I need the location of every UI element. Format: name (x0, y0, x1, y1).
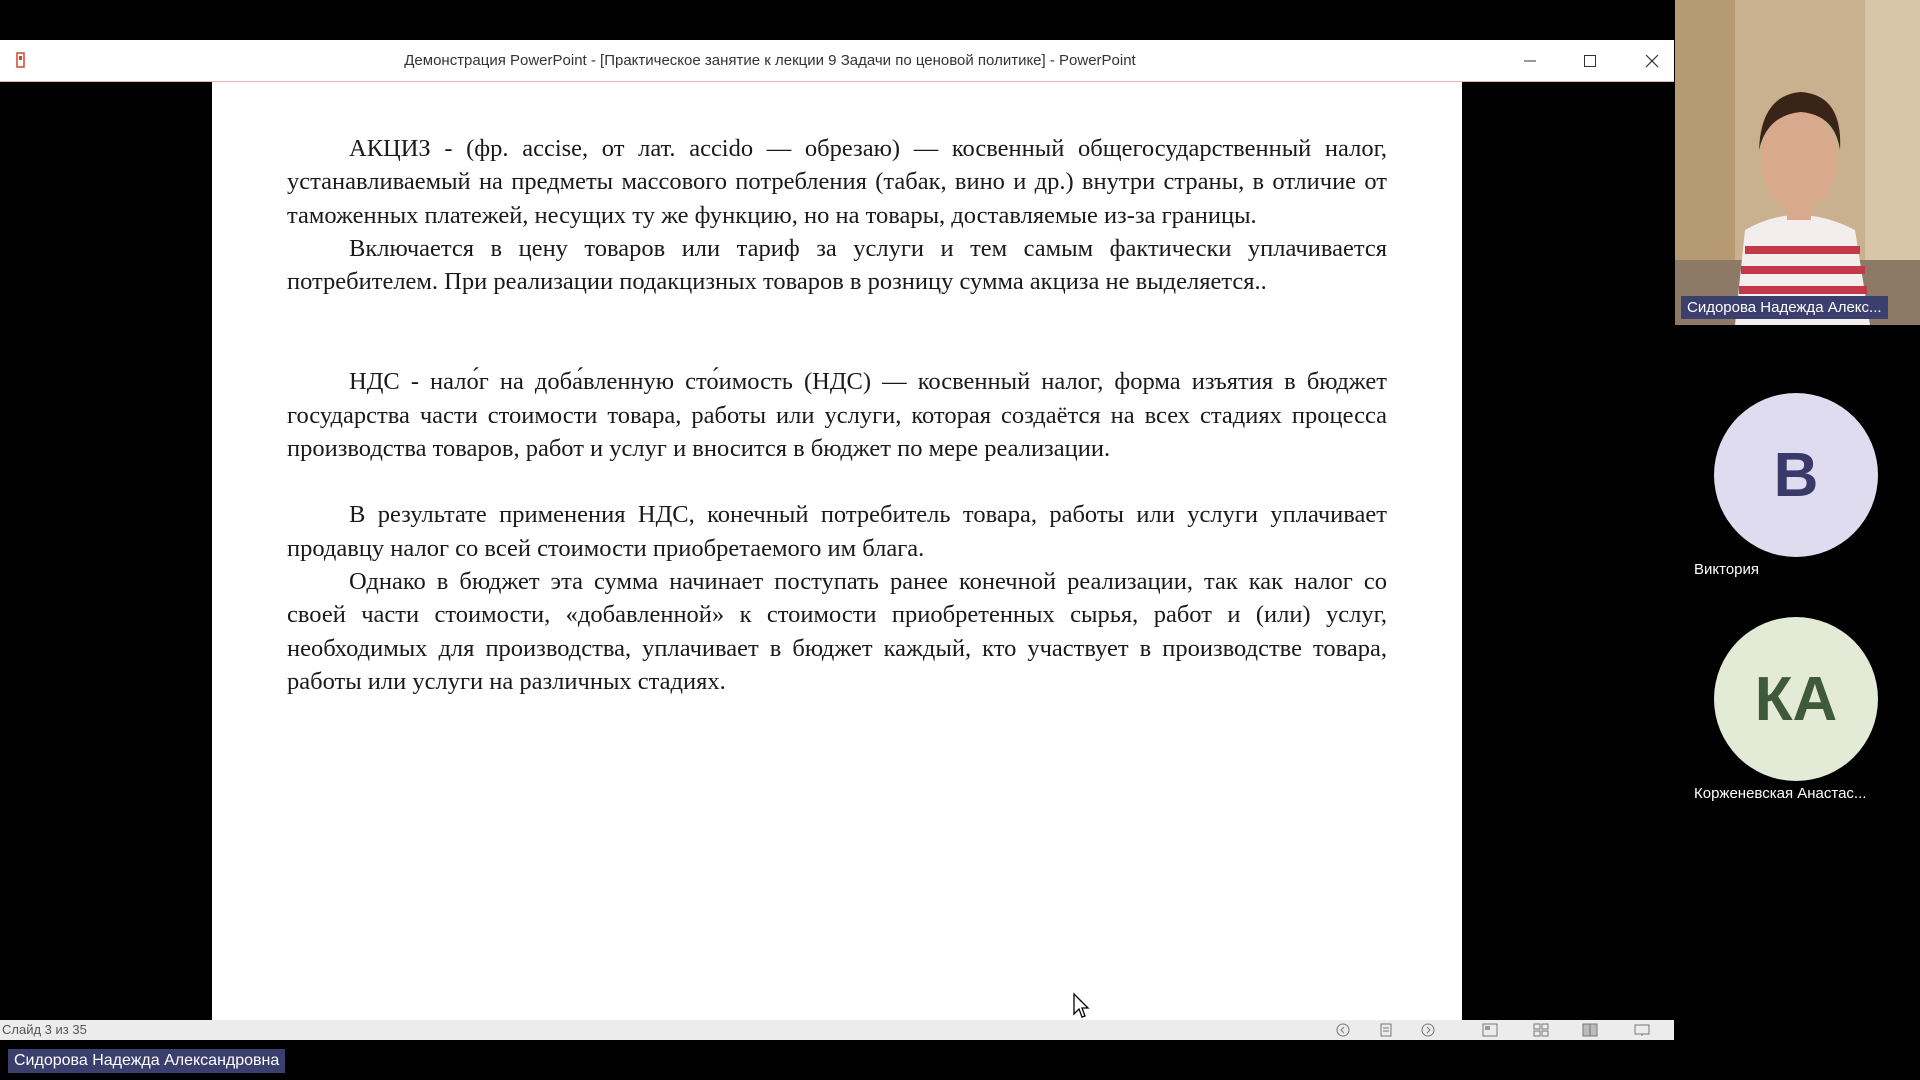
maximize-button[interactable] (1560, 40, 1620, 81)
paragraph-excise-price: Включается в цену товаров или тариф за услуги и тем самым фактически уплачивается потребителем. При реализации подакцизных товаров в розницу сумма акциза не выделяется.. (287, 234, 1387, 296)
presenter-video[interactable] (1675, 0, 1920, 325)
avatar[interactable]: КА (1714, 617, 1878, 781)
minimize-button[interactable] (1500, 40, 1560, 81)
title-bar (0, 40, 1674, 82)
previous-slide-icon[interactable] (1335, 1023, 1351, 1037)
paragraph-vat-definition: НДС - нало́г на доба́вленную сто́имость (НДС) — косвенный налог, форма изъятия в бюджет государства части стоимости товара, работы или услуги, которая создаётся на всех стадиях процесса производства товаров, работ и услуг и вносится в бюджет по мере реализации. (287, 368, 1387, 463)
slideshow-icon[interactable] (1634, 1023, 1650, 1037)
participants-panel (1674, 0, 1920, 1080)
mouse-cursor-icon (1072, 992, 1090, 1020)
paragraph-excise-definition: АКЦИЗ - (фр. accise, от лат. accido — обрезаю) — косвенный общегосударственный налог, устанавливаемый на предметы массового потребления (табак, вино и др.) внутри страны, в отличие от таможенных платежей, несущих ту же функцию, но на товары, доставляемые из-за границы. (287, 135, 1387, 229)
presenter-video-name: Сидорова Надежда Алекс... (1681, 296, 1888, 319)
close-button[interactable] (1622, 40, 1682, 81)
slide-sorter-icon[interactable] (1533, 1023, 1549, 1037)
window-title: Демонстрация PowerPoint - [Практическое занятие к лекции 9 Задачи по ценовой политике] - PowerPoint (404, 52, 1136, 69)
maximize-icon (1583, 54, 1597, 68)
close-icon (1645, 54, 1659, 68)
slide[interactable] (212, 82, 1462, 1020)
paragraph-vat-result: В результате применения НДС, конечный потребитель товара, работы или услуги уплачивает продавцу налог со всей стоимости приобретаемого им блага. (287, 501, 1387, 562)
avatar[interactable]: В (1714, 393, 1878, 557)
normal-view-icon[interactable] (1482, 1023, 1498, 1037)
participant-name: Корженевская Анастас... (1694, 785, 1867, 802)
slide-body (287, 132, 1387, 698)
reading-view-icon[interactable] (1582, 1023, 1598, 1037)
minimize-icon (1523, 54, 1537, 68)
powerpoint-window (0, 40, 1674, 1040)
next-slide-icon[interactable] (1420, 1023, 1436, 1037)
slide-stage (18, 82, 1674, 1020)
notes-icon[interactable] (1378, 1023, 1394, 1037)
paragraph-vat-budget: Однако в бюджет эта сумма начинает поступать ранее конечной реализации, так как налог со своей части стоимости, «добавленной» к стоимости приобретенных сырья, работ и (или) услуг, необходимых для производства, уплачивает в бюджет каждый, кто участвует в производстве товара, работы или услуги на различных стадиях. (287, 567, 1387, 695)
status-bar (0, 1020, 1674, 1040)
presenter-video-frame (1675, 0, 1920, 325)
slide-counter: Слайд 3 из 35 (2, 1022, 87, 1037)
presenter-name-tag: Сидорова Надежда Александровна (8, 1049, 285, 1073)
participant-name: Виктория (1694, 561, 1760, 578)
